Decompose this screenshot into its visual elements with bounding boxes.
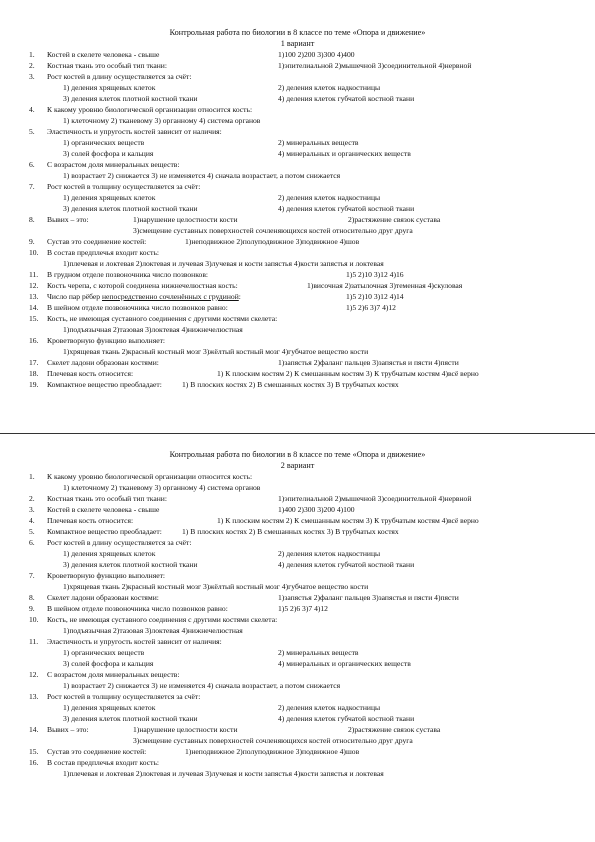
question-text: В состав предплечья входит кость: bbox=[47, 248, 160, 257]
question-text: Кроветворную функцию выполняет: bbox=[47, 571, 166, 580]
question-text: В грудном отделе позвоночника число позвонков: bbox=[47, 270, 209, 279]
question-number: 14. bbox=[29, 725, 39, 734]
question-13 bbox=[0, 291, 595, 302]
question-text: Плечевая кость относится: bbox=[47, 369, 134, 378]
question-number: 7. bbox=[29, 182, 35, 191]
question-number: 4. bbox=[29, 516, 35, 525]
answer-option: 2) деления клеток надкостницы bbox=[278, 83, 381, 92]
question-number: 4. bbox=[29, 105, 35, 114]
answer-options: 1)эпителиальной 2)мышечной 3)соединительной 4)нервной bbox=[278, 494, 472, 503]
answer-option: 1) деления хрящевых клеток bbox=[63, 83, 156, 92]
question-16 bbox=[0, 757, 595, 768]
question-text-part: Число пар рёбер bbox=[47, 292, 102, 301]
question-text: Эластичность и упругость костей зависит от наличия: bbox=[47, 127, 222, 136]
answer-row bbox=[0, 148, 595, 159]
answer-options: 1)неподвижное 2)полуподвижное 3)подвижное 4)шов bbox=[185, 237, 360, 246]
question-3 bbox=[0, 71, 595, 82]
question-19 bbox=[0, 379, 595, 390]
question-2 bbox=[0, 60, 595, 71]
answer-row bbox=[0, 192, 595, 203]
question-number: 2. bbox=[29, 61, 35, 70]
answer-row bbox=[0, 170, 595, 181]
answer-option: 3) солей фосфора и кальция bbox=[63, 659, 154, 668]
question-text: Вывих – это: bbox=[47, 725, 89, 734]
question-13 bbox=[0, 691, 595, 702]
question-11 bbox=[0, 269, 595, 280]
question-6 bbox=[0, 159, 595, 170]
question-4 bbox=[0, 104, 595, 115]
answer-option: 1) деления хрящевых клеток bbox=[63, 193, 156, 202]
question-text: Сустав это соединение костей: bbox=[47, 237, 147, 246]
answer-options: 1)хрящевая ткань 2)красный костный мозг 3)жёлтый костный мозг 4)губчатое вещество кости bbox=[63, 582, 369, 591]
question-number: 8. bbox=[29, 593, 35, 602]
question-number: 16. bbox=[29, 336, 39, 345]
question-text: К какому уровню биологической организации относится кость: bbox=[47, 472, 253, 481]
answer-options: 1)запястья 2)фаланг пальцев 3)запястья и пясти 4)пясти bbox=[278, 593, 459, 602]
answer-option: 3)смещение суставных поверхностей сочленяющихся костей относительно друг друга bbox=[133, 736, 413, 745]
question-number: 7. bbox=[29, 571, 35, 580]
variant-label: 1 вариант bbox=[280, 39, 315, 48]
answer-options: 1)плечевая и локтевая 2)локтевая и лучевая 3)лучевая и кости запястья 4)кости запястья и локтевая bbox=[63, 259, 384, 268]
question-number: 13. bbox=[29, 292, 39, 301]
question-2 bbox=[0, 493, 595, 504]
answer-row bbox=[0, 93, 595, 104]
answer-options: 1)100 2)200 3)300 4)400 bbox=[278, 50, 355, 59]
question-7 bbox=[0, 181, 595, 192]
answer-options: 1)подъязычная 2)тазовая 3)локтевая 4)нижнечелюстная bbox=[63, 626, 243, 635]
answer-row bbox=[0, 625, 595, 636]
answer-option: 3)смещение суставных поверхностей сочленяющихся костей относительно друг друга bbox=[133, 226, 413, 235]
answer-option: 2)растяжение связок сустава bbox=[348, 725, 441, 734]
question-number: 3. bbox=[29, 505, 35, 514]
question-10 bbox=[0, 614, 595, 625]
answer-row bbox=[0, 559, 595, 570]
question-4 bbox=[0, 515, 595, 526]
question-number: 9. bbox=[29, 237, 35, 246]
question-number: 6. bbox=[29, 538, 35, 547]
question-text: Костная ткань это особый тип ткани: bbox=[47, 61, 167, 70]
question-5 bbox=[0, 526, 595, 537]
question-6 bbox=[0, 537, 595, 548]
answer-option: 2) деления клеток надкостницы bbox=[278, 549, 381, 558]
variant-1-sheet bbox=[0, 27, 595, 390]
answer-option: 3) деления клеток плотной костной ткани bbox=[63, 560, 198, 569]
answer-row bbox=[0, 647, 595, 658]
question-number: 2. bbox=[29, 494, 35, 503]
answer-row bbox=[0, 225, 595, 236]
question-7 bbox=[0, 570, 595, 581]
answer-option: 3) деления клеток плотной костной ткани bbox=[63, 204, 198, 213]
question-text: Плечевая кость относится: bbox=[47, 516, 134, 525]
answer-options: 1)неподвижное 2)полуподвижное 3)подвижное 4)шов bbox=[185, 747, 360, 756]
question-number: 12. bbox=[29, 670, 39, 679]
answer-option: 1) органических веществ bbox=[63, 648, 145, 657]
question-number: 3. bbox=[29, 72, 35, 81]
answer-option: 1) органических веществ bbox=[63, 138, 145, 147]
answer-row bbox=[0, 115, 595, 126]
answer-row bbox=[0, 768, 595, 779]
answer-option: 2) деления клеток надкостницы bbox=[278, 703, 381, 712]
answer-options: 1)5 2)10 3)12 4)14 bbox=[346, 292, 404, 301]
question-text: В шейном отделе позвоночника число позвонков равно: bbox=[47, 604, 228, 613]
question-number: 5. bbox=[29, 527, 35, 536]
answer-option: 2)растяжение связок сустава bbox=[348, 215, 441, 224]
answer-option: 4) деления клеток губчатой костной ткани bbox=[278, 94, 415, 103]
question-text: Кость черепа, с которой соединена нижнечелюстная кость: bbox=[47, 281, 238, 290]
answer-options: 1) клеточному 2) тканевому 3) органному 4) система органов bbox=[63, 483, 261, 492]
answer-option: 3) солей фосфора и кальция bbox=[63, 149, 154, 158]
question-16 bbox=[0, 335, 595, 346]
question-number: 10. bbox=[29, 615, 39, 624]
question-18 bbox=[0, 368, 595, 379]
answer-option: 4) минеральных и органических веществ bbox=[278, 659, 411, 668]
answer-options: 1)400 2)300 3)200 4)100 bbox=[278, 505, 355, 514]
answer-row bbox=[0, 702, 595, 713]
question-11 bbox=[0, 636, 595, 647]
answer-option: 3) деления клеток плотной костной ткани bbox=[63, 714, 198, 723]
question-number: 6. bbox=[29, 160, 35, 169]
question-14 bbox=[0, 724, 595, 735]
answer-option: 1) деления хрящевых клеток bbox=[63, 703, 156, 712]
answer-options: 1) К плоским костям 2) К смешанным костям 3) К трубчатым костям 4)всё верно bbox=[217, 369, 479, 378]
question-number: 10. bbox=[29, 248, 39, 257]
question-number: 9. bbox=[29, 604, 35, 613]
answer-options: 1)запястья 2)фаланг пальцев 3)запястья и пясти 4)пясти bbox=[278, 358, 459, 367]
question-12 bbox=[0, 280, 595, 291]
question-number: 17. bbox=[29, 358, 39, 367]
answer-option: 1)нарушение целостности кости bbox=[133, 215, 238, 224]
answer-options: 1)5 2)6 3)7 4)12 bbox=[278, 604, 328, 613]
answer-row bbox=[0, 82, 595, 93]
variant-label: 2 вариант bbox=[280, 461, 315, 470]
answer-options: 1)5 2)10 3)12 4)16 bbox=[346, 270, 404, 279]
question-text: Кроветворную функцию выполняет: bbox=[47, 336, 166, 345]
question-number: 19. bbox=[29, 380, 39, 389]
question-text: Костей в скелете человека - свыше bbox=[47, 505, 160, 514]
question-number: 1. bbox=[29, 472, 35, 481]
question-15 bbox=[0, 746, 595, 757]
answer-options: 1) возрастает 2) снижается 3) не изменяется 4) сначала возрастает, а потом снижается bbox=[63, 171, 341, 180]
answer-options: 1) В плоских костях 2) В смешанных костях 3) В трубчатых костях bbox=[182, 380, 399, 389]
question-number: 16. bbox=[29, 758, 39, 767]
question-number: 8. bbox=[29, 215, 35, 224]
answer-options: 1) В плоских костях 2) В смешанных костях 3) В трубчатых костях bbox=[182, 527, 399, 536]
question-3 bbox=[0, 504, 595, 515]
question-1 bbox=[0, 471, 595, 482]
question-14 bbox=[0, 302, 595, 313]
answer-options: 1)плечевая и локтевая 2)локтевая и лучевая 3)лучевая и кости запястья 4)кости запястья и локтевая bbox=[63, 769, 384, 778]
question-5 bbox=[0, 126, 595, 137]
question-9 bbox=[0, 236, 595, 247]
question-number: 5. bbox=[29, 127, 35, 136]
question-number: 12. bbox=[29, 281, 39, 290]
answer-options: 1)эпителиальной 2)мышечной 3)соединительной 4)нервной bbox=[278, 61, 472, 70]
answer-row bbox=[0, 482, 595, 493]
question-number: 15. bbox=[29, 747, 39, 756]
question-number: 18. bbox=[29, 369, 39, 378]
question-text-part: : bbox=[238, 292, 241, 301]
question-text: В состав предплечья входит кость: bbox=[47, 758, 160, 767]
answer-options: 1)подъязычная 2)тазовая 3)локтевая 4)нижнечелюстная bbox=[63, 325, 243, 334]
answer-options: 1)височная 2)затылочная 3)теменная 4)скуловая bbox=[307, 281, 463, 290]
section-divider bbox=[0, 433, 595, 434]
question-number: 15. bbox=[29, 314, 39, 323]
question-number: 13. bbox=[29, 692, 39, 701]
question-text: Костей в скелете человека - свыше bbox=[47, 50, 160, 59]
question-9 bbox=[0, 603, 595, 614]
answer-row bbox=[0, 258, 595, 269]
question-10 bbox=[0, 247, 595, 258]
question-text: Кость, не имеющая суставного соединения с другими костями скелета: bbox=[47, 314, 278, 323]
question-text: Скелет ладони образован костями: bbox=[47, 593, 159, 602]
question-text: Компактное вещество преобладает: bbox=[47, 380, 162, 389]
answer-row bbox=[0, 680, 595, 691]
question-text: Скелет ладони образован костями: bbox=[47, 358, 159, 367]
answer-row bbox=[0, 713, 595, 724]
answer-row bbox=[0, 137, 595, 148]
question-8 bbox=[0, 214, 595, 225]
question-text: С возрастом доля минеральных веществ: bbox=[47, 160, 180, 169]
answer-option: 1) деления хрящевых клеток bbox=[63, 549, 156, 558]
answer-option: 2) минеральных веществ bbox=[278, 138, 359, 147]
answer-option: 1)нарушение целостности кости bbox=[133, 725, 238, 734]
question-text: Костная ткань это особый тип ткани: bbox=[47, 494, 167, 503]
answer-option: 4) деления клеток губчатой костной ткани bbox=[278, 560, 415, 569]
answer-row bbox=[0, 581, 595, 592]
answer-options: 1) клеточному 2) тканевому 3) органному 4) система органов bbox=[63, 116, 261, 125]
question-number: 11. bbox=[29, 637, 39, 646]
answer-option: 3) деления клеток плотной костной ткани bbox=[63, 94, 198, 103]
question-text bbox=[47, 291, 241, 302]
answer-row bbox=[0, 203, 595, 214]
answer-option: 4) деления клеток губчатой костной ткани bbox=[278, 204, 415, 213]
sheet-title: Контрольная работа по биологии в 8 классе по теме «Опора и движение» bbox=[169, 28, 426, 37]
answer-row bbox=[0, 548, 595, 559]
question-text: К какому уровню биологической организации относится кость: bbox=[47, 105, 253, 114]
answer-options: 1) К плоским костям 2) К смешанным костям 3) К трубчатым костям 4)всё верно bbox=[217, 516, 479, 525]
question-text: С возрастом доля минеральных веществ: bbox=[47, 670, 180, 679]
question-17 bbox=[0, 357, 595, 368]
question-number: 14. bbox=[29, 303, 39, 312]
question-text: В шейном отделе позвоночника число позвонков равно: bbox=[47, 303, 228, 312]
question-12 bbox=[0, 669, 595, 680]
question-15 bbox=[0, 313, 595, 324]
question-text: Эластичность и упругость костей зависит от наличия: bbox=[47, 637, 222, 646]
question-text: Рост костей в толщину осуществляется за счёт: bbox=[47, 692, 201, 701]
answer-row bbox=[0, 346, 595, 357]
question-text: Кость, не имеющая суставного соединения с другими костями скелета: bbox=[47, 615, 278, 624]
sheet-title: Контрольная работа по биологии в 8 классе по теме «Опора и движение» bbox=[169, 450, 426, 459]
question-text: Рост костей в длину осуществляется за счёт: bbox=[47, 72, 192, 81]
answer-options: 1)хрящевая ткань 2)красный костный мозг 3)жёлтый костный мозг 4)губчатое вещество кости bbox=[63, 347, 369, 356]
question-text: Рост костей в длину осуществляется за счёт: bbox=[47, 538, 192, 547]
answer-option: 2) минеральных веществ bbox=[278, 648, 359, 657]
answer-option: 4) минеральных и органических веществ bbox=[278, 149, 411, 158]
variant-2-sheet bbox=[0, 449, 595, 779]
question-text: Компактное вещество преобладает: bbox=[47, 527, 162, 536]
answer-row bbox=[0, 658, 595, 669]
underlined-text: непосредственно сочленённых с грудиной bbox=[101, 292, 239, 301]
answer-row bbox=[0, 324, 595, 335]
question-text: Сустав это соединение костей: bbox=[47, 747, 147, 756]
answer-options: 1)5 2)6 3)7 4)12 bbox=[346, 303, 396, 312]
question-number: 1. bbox=[29, 50, 35, 59]
answer-option: 2) деления клеток надкостницы bbox=[278, 193, 381, 202]
question-number: 11. bbox=[29, 270, 39, 279]
question-text: Рост костей в толщину осуществляется за счёт: bbox=[47, 182, 201, 191]
question-text: Вывих – это: bbox=[47, 215, 89, 224]
answer-options: 1) возрастает 2) снижается 3) не изменяется 4) сначала возрастает, а потом снижается bbox=[63, 681, 341, 690]
answer-option: 4) деления клеток губчатой костной ткани bbox=[278, 714, 415, 723]
answer-row bbox=[0, 735, 595, 746]
question-1 bbox=[0, 49, 595, 60]
question-8 bbox=[0, 592, 595, 603]
